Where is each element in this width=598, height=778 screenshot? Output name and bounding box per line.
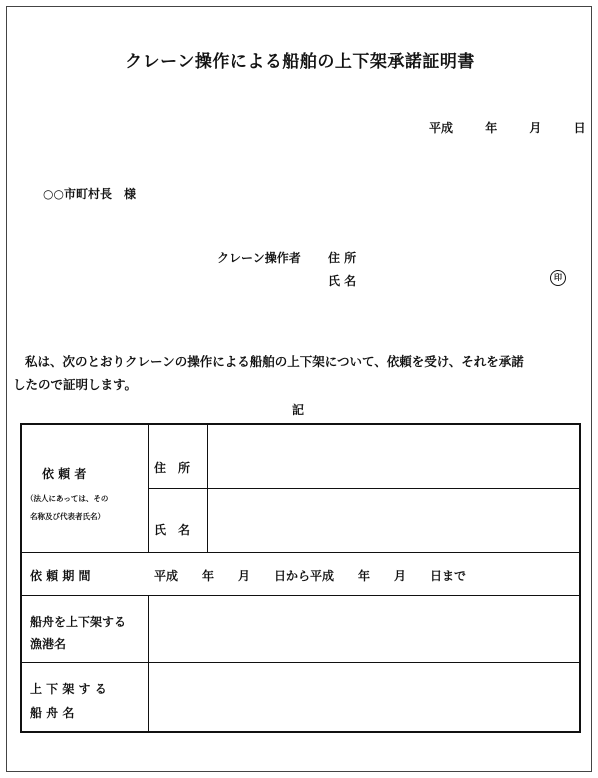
date-era: 平成 xyxy=(429,121,454,135)
date-year: 年 xyxy=(485,121,498,135)
statement-line-2: したので証明します。 xyxy=(13,377,138,392)
port-value xyxy=(156,603,566,653)
document-page xyxy=(6,6,592,772)
operator-address-label: 住 所 xyxy=(328,251,357,265)
requester-name-label: 氏 名 xyxy=(154,523,191,537)
period-label: 依 頼 期 間 xyxy=(30,569,91,583)
period-text: 平成 年 月 日から平成 年 月 日まで xyxy=(154,569,467,583)
requester-note-1: （法人にあっては、その xyxy=(26,494,109,503)
date-month: 月 xyxy=(529,121,542,135)
ki-heading: 記 xyxy=(292,403,305,417)
vessel-value xyxy=(156,671,566,723)
vessel-label-1: 上 下 架 す る xyxy=(30,682,107,696)
document-title: クレーン操作による船舶の上下架承諾証明書 xyxy=(125,52,475,72)
requester-address-value xyxy=(212,435,572,483)
operator-role-label: クレーン操作者 xyxy=(217,251,301,265)
port-label-2: 漁港名 xyxy=(30,637,67,651)
requester-address-label: 住 所 xyxy=(154,461,191,475)
operator-name-label: 氏 名 xyxy=(328,274,357,288)
requester-label: 依 頼 者 xyxy=(42,467,87,481)
request-table xyxy=(20,423,581,733)
vessel-label-2: 船 舟 名 xyxy=(30,706,75,720)
port-label-1: 船舟を上下架する xyxy=(30,615,127,629)
addressee: ○○市町村長 様 xyxy=(43,187,136,201)
statement-line-1: 私は、次のとおりクレーンの操作による船舶の上下架について、依頼を受け、それを承諾 xyxy=(25,354,524,369)
seal-mark: 印 xyxy=(550,270,566,286)
requester-note-2: 名称及び代表者氏名） xyxy=(30,512,105,521)
requester-name-value xyxy=(212,495,572,545)
date-line xyxy=(429,119,586,136)
date-day: 日 xyxy=(573,121,586,135)
